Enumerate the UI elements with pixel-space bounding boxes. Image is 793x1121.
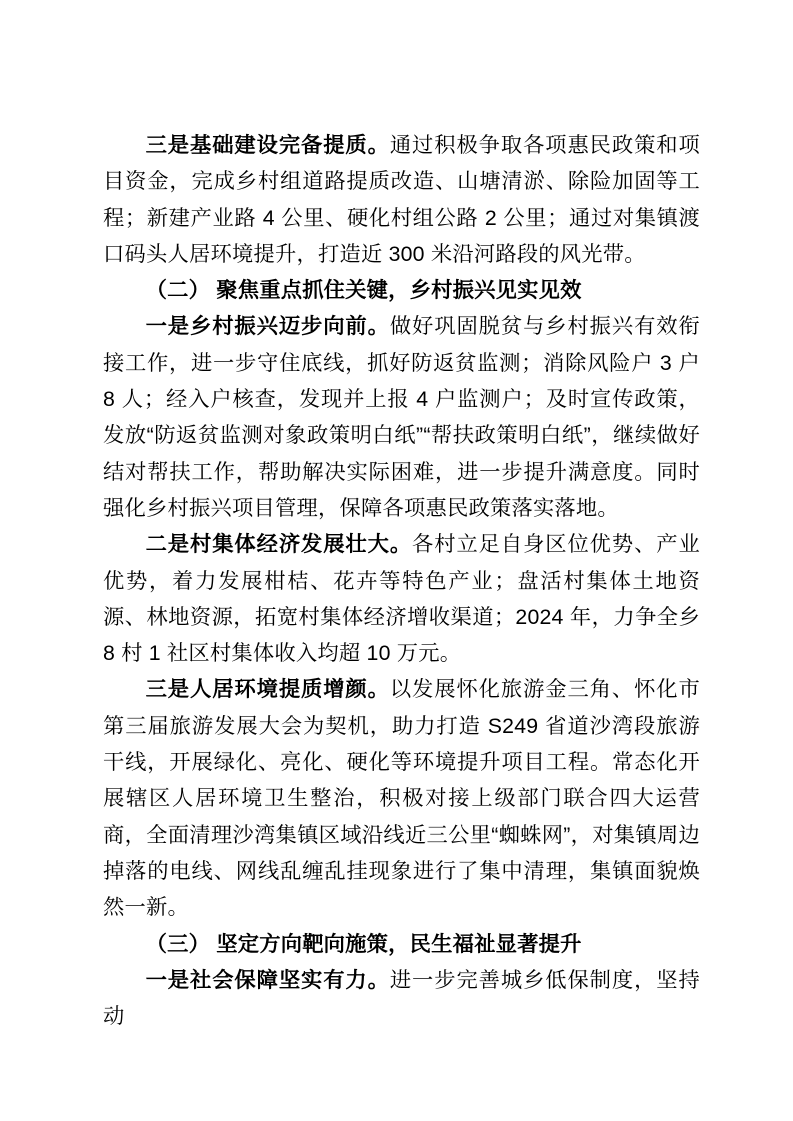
para-infrastructure-quality — [103, 127, 700, 272]
para-village-collective-economy — [103, 526, 700, 671]
heading-text: （二） 聚焦重点抓住关键，乡村振兴见实见效 — [145, 278, 582, 303]
para-body-text: 进一步完善城乡低保制度，坚持动 — [103, 967, 700, 1029]
para-rural-revitalization — [103, 308, 700, 526]
heading-section-2 — [103, 272, 700, 308]
para-living-environment — [103, 671, 700, 925]
heading-text: （三） 坚定方向靶向施策，民生福祉显著提升 — [145, 931, 582, 956]
para-body-text: 以发展怀化旅游金三角、怀化市第三届旅游发展大会为契机，助力打造 S249 省道沙湾段旅游干线，开展绿化、亮化、硬化等环境提升项目工程。常态化开展辖区人居环境卫生整治，积极对接上级部门联合四大运营商，全面清理沙湾集镇区域沿线近三公里“蜘蛛网”，对集镇周边掉落的电线、网线乱缠乱挂现象进行了集中清理，集镇面貌焕然一新。 — [103, 677, 700, 920]
para-body-text: 通过积极争取各项惠民政策和项目资金，完成乡村组道路提质改造、山塘清淤、除险加固等工程；新建产业路 4 公里、硬化村组公路 2 公里；通过对集镇渡口码头人居环境提升，打造近 300 米沿河路段的风光带。 — [103, 133, 700, 266]
para-social-security — [103, 962, 700, 1035]
para-lead-bold: 三是人居环境提质增颜。 — [145, 677, 390, 702]
para-lead-bold: 一是乡村振兴迈步向前。 — [145, 314, 390, 339]
para-lead-bold: 三是基础建设完备提质。 — [145, 133, 390, 157]
para-lead-bold: 一是社会保障坚实有力。 — [145, 967, 390, 992]
para-body-text: 各村立足自身区位优势、产业优势，着力发展柑桔、花卉等特色产业；盘活村集体土地资源、林地资源，拓宽村集体经济增收渠道；2024 年，力争全乡 8 村 1 社区村集体收入均超 10 万元。 — [103, 532, 700, 666]
para-lead-bold: 二是村集体经济发展壮大。 — [145, 532, 413, 557]
para-body-text: 做好巩固脱贫与乡村振兴有效衔接工作，进一步守住底线，抓好防返贫监测；消除风险户 3 户 8 人；经入户核查，发现并上报 4 户监测户；及时宣传政策，发放“防返贫监测对象政策明白纸”“帮扶政策明白纸”，继续做好结对帮扶工作，帮助解决实际困难，进一步提升满意度。同时强化乡村振兴项目管理，保障各项惠民政策落实落地。 — [103, 314, 700, 520]
document-body — [103, 127, 700, 1034]
heading-section-3 — [103, 926, 700, 962]
